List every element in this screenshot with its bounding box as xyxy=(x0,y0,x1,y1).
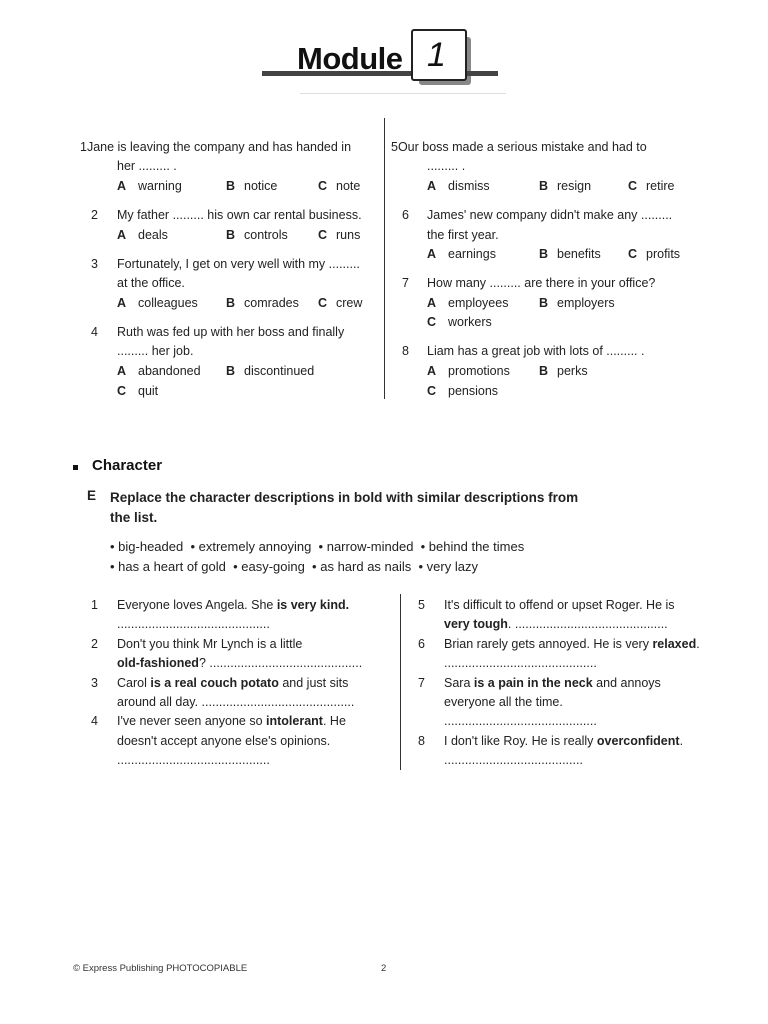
option-letter: B xyxy=(539,179,549,193)
option-letter: C xyxy=(318,179,328,193)
question-7: How many ......... are there in your office? xyxy=(427,276,656,290)
option-letter: A xyxy=(117,296,127,310)
exercise-letter: E xyxy=(87,488,97,503)
item-5-line2: very tough. ............................................ xyxy=(444,617,668,631)
option-text: perks xyxy=(557,364,588,378)
option-text: employers xyxy=(557,296,615,310)
question-1-line2: her ......... . xyxy=(117,159,177,173)
question-3-line2: at the office. xyxy=(117,276,185,290)
question-number: 2 xyxy=(91,208,98,222)
item-number: 5 xyxy=(418,598,425,612)
option-text: quit xyxy=(138,384,159,398)
section-title: Character xyxy=(92,457,163,474)
option-letter: B xyxy=(226,179,236,193)
option-text: employees xyxy=(448,296,509,310)
question-4: Ruth was fed up with her boss and finally xyxy=(117,325,345,339)
item-3-line2: around all day. ............................................ xyxy=(117,695,355,709)
question-number: 8 xyxy=(402,344,409,358)
option-text: promotions xyxy=(448,364,510,378)
item-6: Brian rarely gets annoyed. He is very relaxed. xyxy=(444,637,700,651)
option-text: crew xyxy=(336,296,363,310)
answer-blank[interactable]: ............................................ xyxy=(444,656,597,670)
item-number: 6 xyxy=(418,637,425,651)
option-text: dismiss xyxy=(448,179,490,193)
option-letter: A xyxy=(117,228,127,242)
question-3: Fortunately, I get on very well with my ......... xyxy=(117,257,360,271)
option-letter: C xyxy=(628,247,638,261)
option-text: notice xyxy=(244,179,278,193)
item-2: Don't you think Mr Lynch is a little xyxy=(117,637,303,651)
question-2: My father ......... his own car rental business. xyxy=(117,208,362,222)
option-letter: A xyxy=(427,364,437,378)
question-5-line2: ......... . xyxy=(427,159,466,173)
question-number: 3 xyxy=(91,257,98,271)
option-text: note xyxy=(336,179,361,193)
exercise-instruction: Replace the character descriptions in bold with similar descriptions from the list. xyxy=(110,490,579,525)
option-text: controls xyxy=(244,228,288,242)
word-list-line-2: • has a heart of gold • easy-going • as hard as nails • very lazy xyxy=(110,559,478,574)
option-letter: C xyxy=(427,315,437,329)
question-number: 4 xyxy=(91,325,98,339)
item-5: It's difficult to offend or upset Roger. He is xyxy=(444,598,675,612)
item-3: Carol is a real couch potato and just sits xyxy=(117,676,349,690)
page-number: 2 xyxy=(381,963,387,974)
option-text: abandoned xyxy=(138,364,201,378)
item-number: 3 xyxy=(91,676,98,690)
option-text: pensions xyxy=(448,384,499,398)
option-letter: B xyxy=(226,364,236,378)
option-letter: B xyxy=(539,364,549,378)
option-letter: B xyxy=(539,296,549,310)
footer-copyright: © Express Publishing PHOTOCOPIABLE xyxy=(73,963,248,974)
option-letter: A xyxy=(427,247,437,261)
option-text: runs xyxy=(336,228,361,242)
question-1: 1Jane is leaving the company and has handed in xyxy=(80,140,352,154)
option-text: resign xyxy=(557,179,592,193)
option-letter: B xyxy=(226,296,236,310)
item-2-line2: old-fashioned? ............................................ xyxy=(117,656,363,670)
question-number: 6 xyxy=(402,208,409,222)
option-letter: C xyxy=(628,179,638,193)
answer-blank[interactable]: ........................................ xyxy=(444,753,583,767)
option-letter: B xyxy=(539,247,549,261)
question-6-line2: the first year. xyxy=(427,228,499,242)
answer-blank[interactable]: ............................................ xyxy=(117,617,270,631)
option-letter: A xyxy=(427,179,437,193)
question-8: Liam has a great job with lots of ......... . xyxy=(427,344,645,358)
option-text: earnings xyxy=(448,247,496,261)
header-underline xyxy=(300,93,506,94)
option-letter: C xyxy=(318,228,328,242)
option-text: workers xyxy=(448,315,492,329)
item-4-line2: doesn't accept anyone else's opinions. xyxy=(117,734,331,748)
question-6: James' new company didn't make any ......... xyxy=(427,208,673,222)
option-text: comrades xyxy=(244,296,299,310)
column-divider xyxy=(384,118,385,399)
section-bullet xyxy=(73,465,78,470)
word-list-line-1: • big-headed • extremely annoying • narrow-minded • behind the times xyxy=(110,539,525,554)
option-letter: A xyxy=(427,296,437,310)
item-8: I don't like Roy. He is really overconfident. xyxy=(444,734,684,748)
option-text: benefits xyxy=(557,247,601,261)
item-number: 2 xyxy=(91,637,98,651)
option-letter: A xyxy=(117,179,127,193)
question-4-line2: ......... her job. xyxy=(117,344,194,358)
option-text: deals xyxy=(138,228,168,242)
question-5: 5Our boss made a serious mistake and had to xyxy=(391,140,647,154)
answer-blank[interactable]: ............................................ xyxy=(444,714,597,728)
option-text: retire xyxy=(646,179,675,193)
answer-blank[interactable]: ............................................ xyxy=(117,753,270,767)
option-text: discontinued xyxy=(244,364,315,378)
option-letter: A xyxy=(117,364,127,378)
option-letter: C xyxy=(318,296,328,310)
module-number: 1 xyxy=(427,36,446,74)
item-7-line2: everyone all the time. xyxy=(444,695,563,709)
question-number: 7 xyxy=(402,276,409,290)
module-title: Module xyxy=(297,41,403,76)
item-1: Everyone loves Angela. She is very kind. xyxy=(117,598,350,612)
item-number: 7 xyxy=(418,676,425,690)
item-4: I've never seen anyone so intolerant. He xyxy=(117,714,346,728)
option-text: colleagues xyxy=(138,296,198,310)
item-number: 4 xyxy=(91,714,98,728)
option-letter: B xyxy=(226,228,236,242)
item-7: Sara is a pain in the neck and annoys xyxy=(444,676,661,690)
option-letter: C xyxy=(427,384,437,398)
item-number: 1 xyxy=(91,598,98,612)
option-text: warning xyxy=(138,179,182,193)
option-text: profits xyxy=(646,247,681,261)
item-number: 8 xyxy=(418,734,425,748)
option-letter: C xyxy=(117,384,127,398)
column-divider xyxy=(400,594,401,770)
